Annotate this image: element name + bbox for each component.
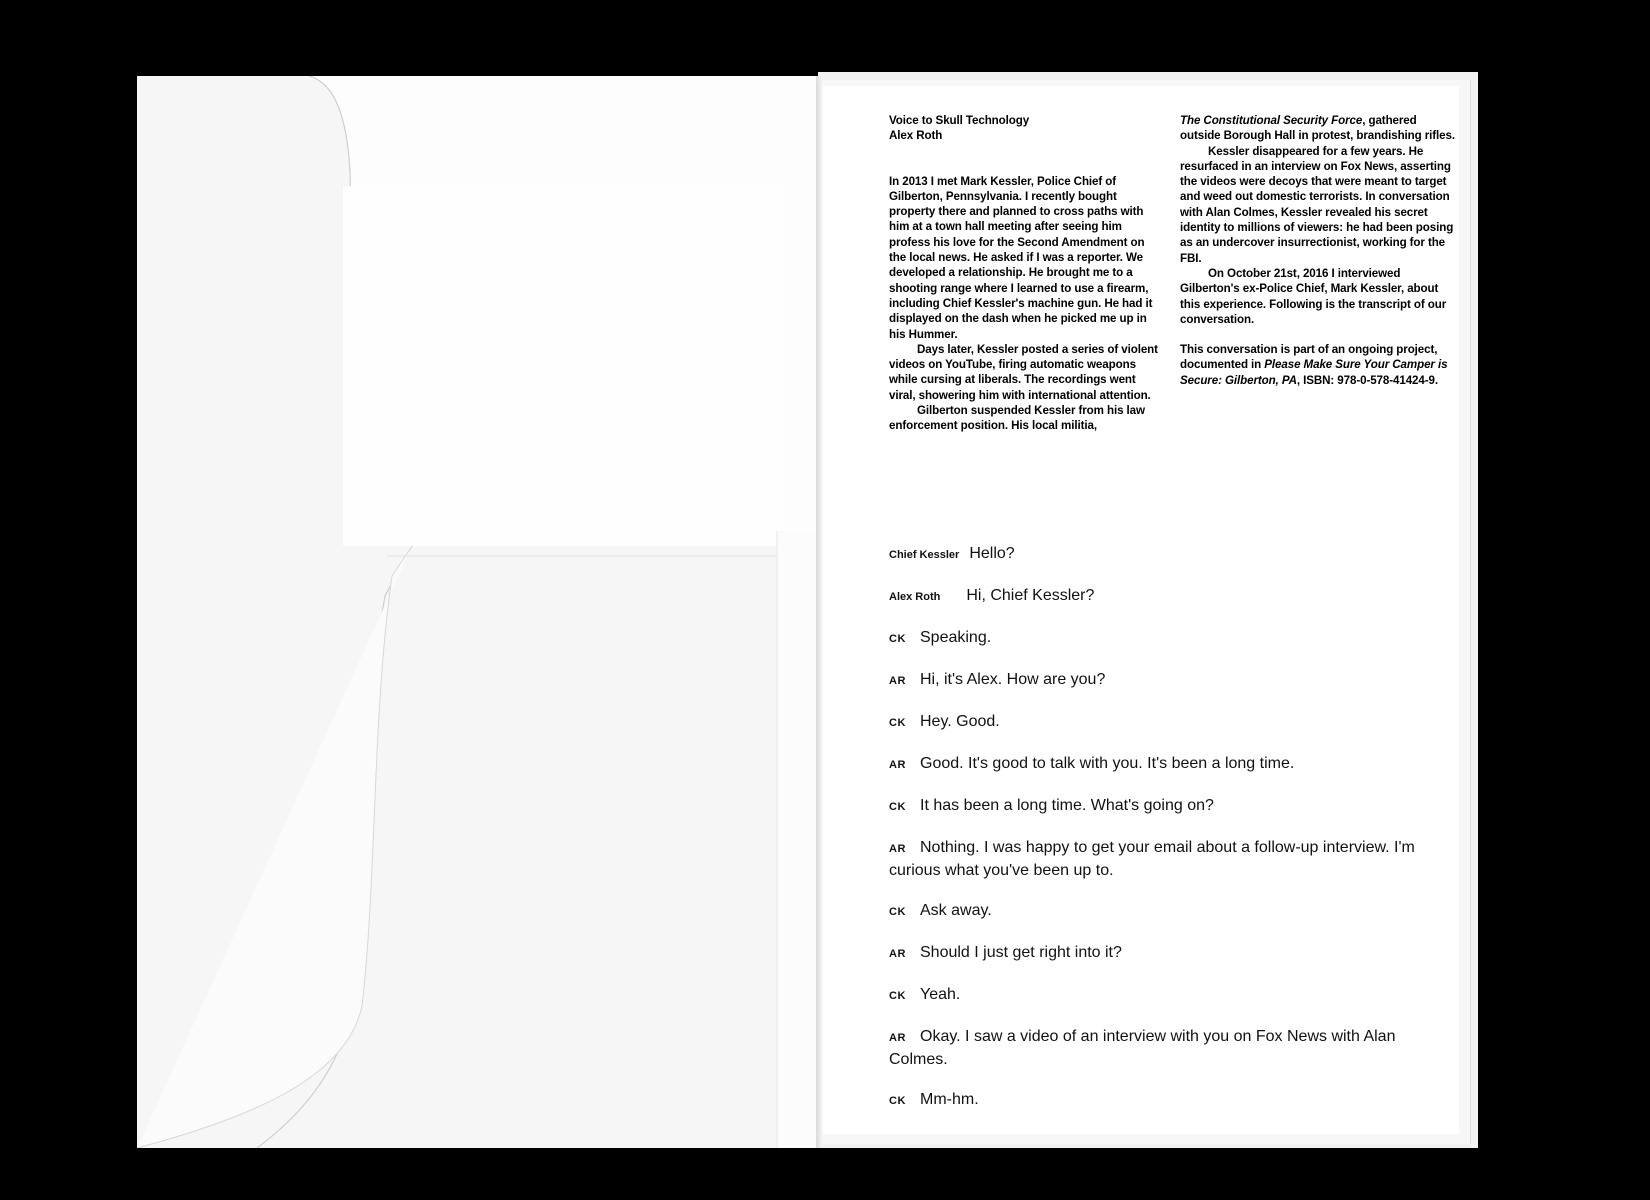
article-author: Alex Roth: [889, 129, 943, 143]
utterance: Speaking.: [920, 629, 992, 646]
transcript-line: [889, 627, 1449, 650]
intro-paragraph: [1180, 342, 1460, 388]
utterance: It has been a long time. What's going on?: [920, 797, 1214, 814]
speaker-label: AR: [889, 1032, 906, 1044]
transcript-line: [889, 942, 1449, 965]
speaker-label: Chief Kessler: [889, 549, 960, 561]
booklet-spine: [816, 76, 822, 1148]
speaker-label: AR: [889, 843, 906, 855]
speaker-label: CK: [889, 717, 906, 729]
utterance: Hi, it's Alex. How are you?: [920, 671, 1106, 688]
intro-paragraph: Kessler disappeared for a few years. He resurfaced in an interview on Fox News, asserting the videos were decoys that were meant to target and weed out domestic terrorists. In conversation with Alan Colmes, Kessler revealed his secret identity to millions of viewers: he had been posing as an undercover insurrectionist, working for the FBI.: [1180, 144, 1454, 265]
speaker-label: CK: [889, 906, 906, 918]
transcript-line: [889, 795, 1449, 818]
speaker-label: Alex Roth: [889, 591, 941, 603]
intro-text: This conversation is part of an ongoing project, documented in: [1180, 343, 1438, 372]
transcript-line: [889, 984, 1449, 1007]
intro-paragraph: Gilberton suspended Kessler from his law enforcement position. His local militia,: [889, 404, 1145, 433]
intro-column-left: [889, 113, 1159, 434]
intro-text: , gathered outside Borough Hall in protest, brandishing rifles.: [1180, 114, 1455, 143]
speaker-label: CK: [889, 990, 906, 1002]
speaker-label: CK: [889, 801, 906, 813]
transcript-line: [889, 753, 1449, 776]
utterance: Okay. I saw a video of an interview with you on Fox News with Alan Colmes.: [889, 1028, 1396, 1068]
utterance: Hi, Chief Kessler?: [966, 587, 1095, 604]
utterance: Yeah.: [920, 986, 961, 1003]
article-title: Voice to Skull Technology: [889, 114, 1030, 127]
intro-column-right: [1180, 113, 1460, 388]
transcript-line: [889, 711, 1449, 734]
transcript: [889, 543, 1449, 1131]
intro-paragraph: In 2013 I met Mark Kessler, Police Chief of Gilberton, Pennsylvania. I recently bought property there and planned to cross paths with him at a town hall meeting after seeing him profess his love for the Second Amendment on the local news. He asked if I was a reporter. We developed a relationship. He brought me to a shooting range where I learned to use a firearm, including Chief Kessler's machine gun. He had it displayed on the dash when he picked me up in his Hummer.: [889, 174, 1153, 341]
transcript-line: [889, 543, 1449, 566]
transcript-line: [889, 669, 1449, 692]
utterance: Hey. Good.: [920, 713, 1000, 730]
utterance: Mm-hm.: [920, 1091, 979, 1108]
militia-name: The Constitutional Security Force: [1180, 114, 1363, 127]
utterance: Ask away.: [920, 902, 992, 919]
speaker-label: CK: [889, 1095, 906, 1107]
speaker-label: CK: [889, 633, 906, 645]
transcript-line: [889, 1026, 1449, 1070]
utterance: Nothing. I was happy to get your email about a follow-up interview. I'm curious what you've been up to.: [889, 839, 1415, 879]
speaker-label: AR: [889, 759, 906, 771]
utterance: Hello?: [969, 545, 1015, 562]
transcript-line: [889, 837, 1449, 881]
envelope-flap: [137, 76, 818, 1148]
intro-paragraph: On October 21st, 2016 I interviewed Gilberton's ex-Police Chief, Mark Kessler, about this experience. Following is the transcript of our conversation.: [1180, 266, 1447, 326]
transcript-line: [889, 585, 1449, 608]
book-title: Please Make Sure Your Camper is Secure: Gilberton, PA: [1180, 358, 1448, 387]
transcript-line: [889, 900, 1449, 923]
speaker-label: AR: [889, 675, 906, 687]
isbn-text: , ISBN: 978-0-578-41424-9.: [1296, 373, 1438, 387]
envelope-page: [137, 76, 818, 1148]
transcript-line: [889, 1089, 1449, 1112]
intro-paragraph: Days later, Kessler posted a series of violent videos on YouTube, firing automatic weapons while cursing at liberals. The recordings went viral, showering him with international attention.: [889, 342, 1158, 402]
utterance: Should I just get right into it?: [920, 944, 1122, 961]
utterance: Good. It's good to talk with you. It's been a long time.: [920, 755, 1295, 772]
intro-paragraph: [1180, 113, 1460, 144]
speaker-label: AR: [889, 948, 906, 960]
